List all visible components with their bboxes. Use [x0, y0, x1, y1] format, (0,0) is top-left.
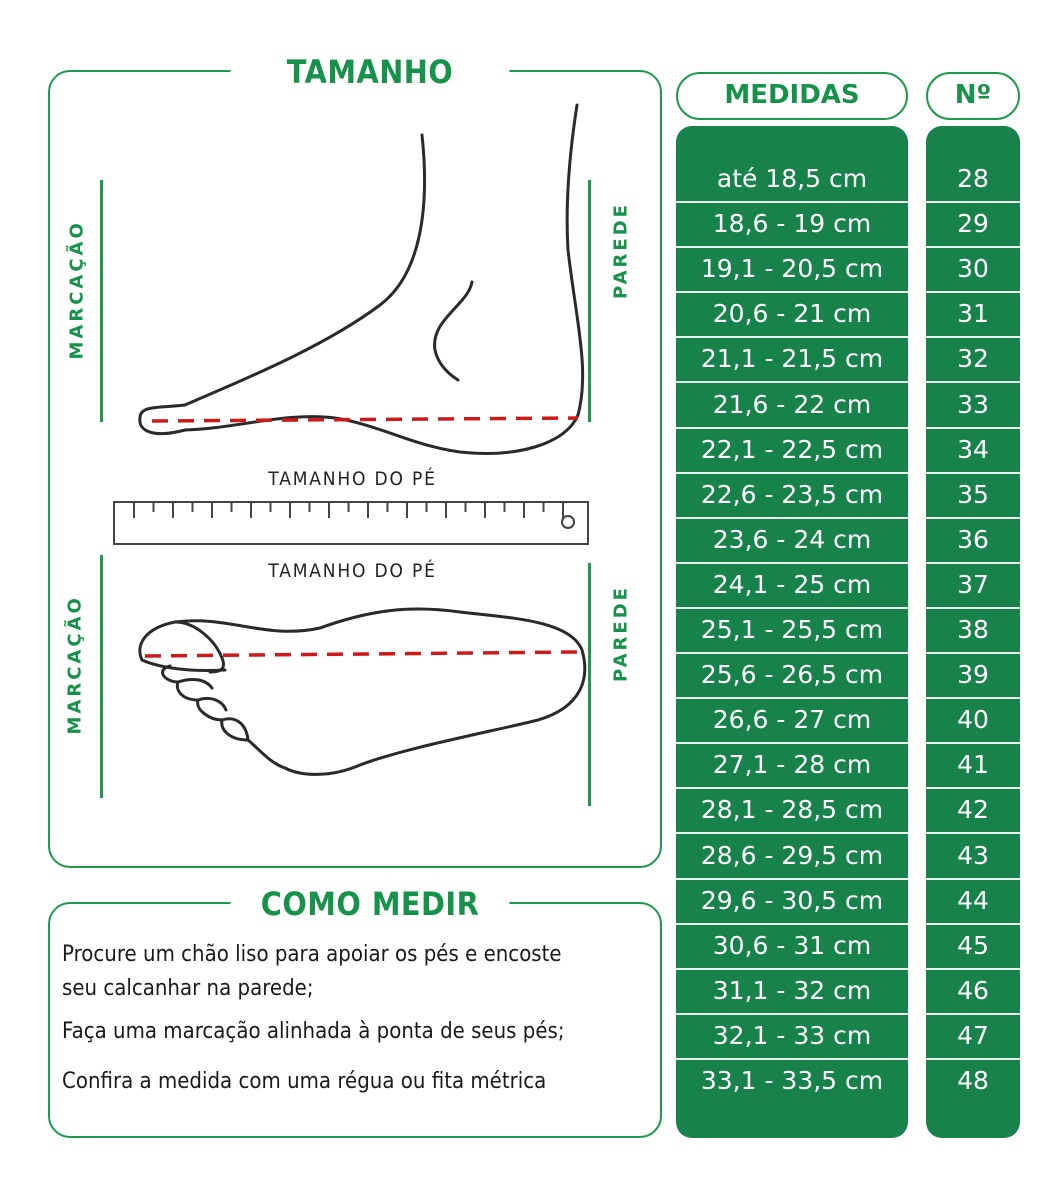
size-cell: 37	[957, 569, 989, 599]
measure-line-side	[152, 418, 578, 421]
measure-cell: 20,6 - 21 cm	[712, 299, 872, 329]
foot-side-outline	[140, 105, 583, 453]
measure-cell: 32,1 - 33 cm	[712, 1020, 872, 1050]
size-cell: 44	[957, 885, 989, 915]
measure-cell: 25,6 - 26,5 cm	[700, 660, 884, 690]
marking-line-top	[100, 555, 103, 798]
size-cell: 34	[957, 434, 989, 464]
measure-cell: 25,1 - 25,5 cm	[700, 615, 884, 644]
size-cell: 32	[957, 344, 989, 374]
wall-label-top: PAREDE	[610, 585, 632, 682]
measure-cell: 31,1 - 32 cm	[712, 975, 872, 1005]
measure-cell: 26,6 - 27 cm	[712, 705, 872, 735]
foot-size-label-bottom: TAMANHO DO PÉ	[268, 560, 437, 582]
size-cell: 31	[957, 299, 989, 329]
size-header: Nº	[926, 72, 1020, 120]
instruction-step-3: Confira a medida com uma régua ou fita métrica	[62, 1069, 547, 1094]
marking-label-side: MARCAÇÃO	[66, 220, 88, 360]
size-cell: 36	[957, 524, 989, 554]
measure-cell: 18,6 - 19 cm	[712, 209, 872, 239]
measure-cell: 28,6 - 29,5 cm	[700, 840, 884, 870]
marking-label-top: MARCAÇÃO	[64, 595, 86, 735]
size-cell: 30	[957, 254, 989, 284]
instruction-step-1: Procure um chão liso para apoiar os pés e encoste seu calcanhar na parede;	[62, 942, 562, 1001]
size-cell: 42	[957, 795, 989, 825]
size-cell: 38	[957, 615, 989, 644]
toe-3	[198, 698, 226, 710]
size-cell: 28	[957, 164, 989, 193]
measure-cell: 19,1 - 20,5 cm	[700, 254, 884, 284]
measures-header: MEDIDAS	[676, 72, 908, 120]
measure-cell: 21,6 - 22 cm	[712, 389, 872, 419]
ruler-icon	[112, 500, 592, 548]
measure-cell: 21,1 - 21,5 cm	[700, 344, 884, 374]
instruction-step-2: Faça uma marcação alinhada à ponta de seus pés;	[62, 1019, 565, 1044]
ankle-contour	[435, 282, 472, 380]
size-cell: 47	[957, 1020, 989, 1050]
marking-line-side	[100, 180, 103, 422]
size-cell: 40	[957, 705, 989, 735]
measure-cell: 33,1 - 33,5 cm	[700, 1066, 884, 1095]
size-cell: 35	[957, 479, 989, 509]
measure-cell: 30,6 - 31 cm	[712, 930, 872, 960]
size-cell: 46	[957, 975, 989, 1005]
measure-cell: 29,6 - 30,5 cm	[700, 885, 884, 915]
wall-label-side: PAREDE	[610, 202, 632, 299]
measure-cell: 22,1 - 22,5 cm	[700, 434, 884, 464]
foot-top-outline	[140, 609, 585, 774]
measure-cell: 22,6 - 23,5 cm	[700, 479, 884, 509]
size-cell: 39	[957, 660, 989, 690]
how-to-title: COMO MEDIR	[231, 884, 510, 924]
size-cell: 48	[957, 1066, 989, 1095]
foot-size-label-top: TAMANHO DO PÉ	[268, 468, 437, 490]
measure-cell: 27,1 - 28 cm	[712, 750, 872, 780]
toe-2	[178, 680, 212, 688]
foot-top-view-illustration	[130, 600, 590, 785]
foot-side-view-illustration	[130, 100, 590, 465]
size-cell: 45	[957, 930, 989, 960]
measure-cell: 23,6 - 24 cm	[712, 524, 872, 554]
size-cell: 33	[957, 389, 989, 419]
measure-cell: até 18,5 cm	[716, 164, 868, 193]
size-cell: 29	[957, 209, 989, 239]
size-panel-title: TAMANHO	[231, 52, 510, 92]
big-toe	[175, 622, 224, 672]
measure-cell: 28,1 - 28,5 cm	[700, 795, 884, 825]
size-cell: 41	[957, 750, 989, 780]
size-cell: 43	[957, 840, 989, 870]
measure-cell: 24,1 - 25 cm	[712, 569, 872, 599]
measure-line-top	[145, 652, 580, 656]
